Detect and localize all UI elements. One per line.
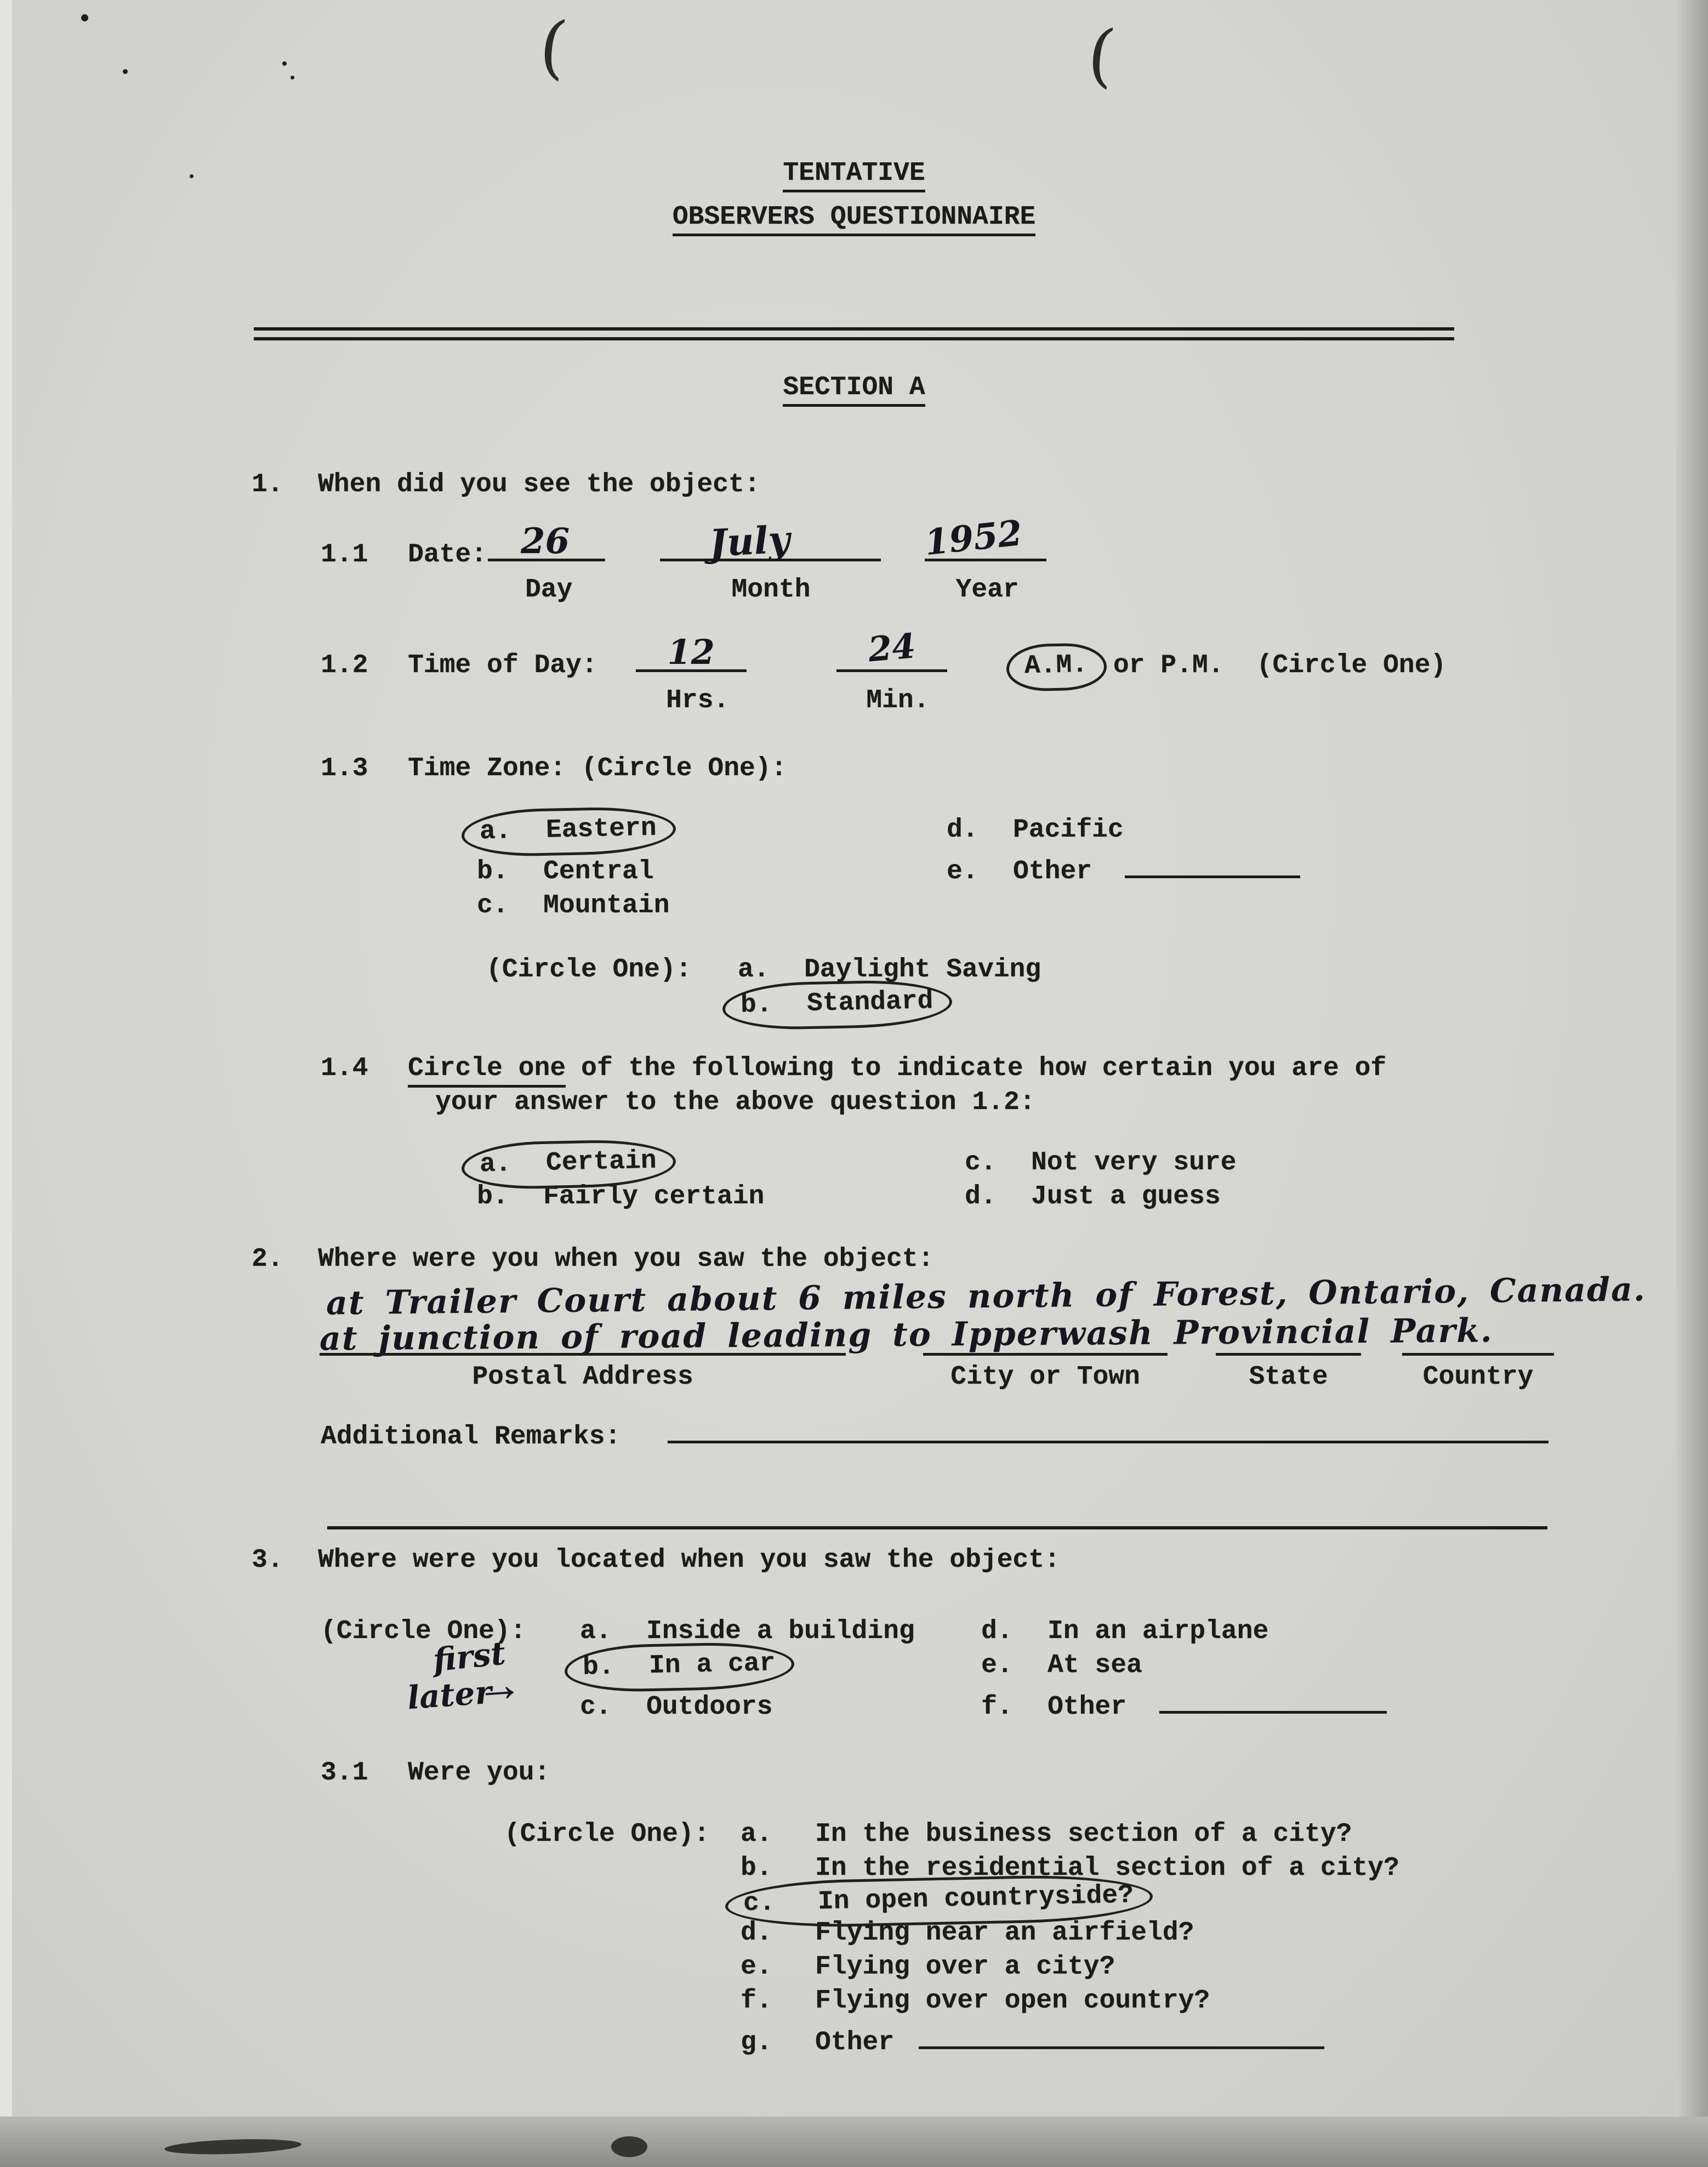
option-business-section: In the business section of a city?	[815, 1819, 1352, 1849]
question-1-2-number: 1.2	[321, 651, 368, 680]
option-letter: b.	[582, 1652, 615, 1682]
min-label: Min.	[866, 686, 930, 715]
location-row-1	[321, 1614, 1708, 1648]
question-1-4-text: Circle one of the following to indicate how certain you are of	[408, 1051, 1386, 1085]
form-title-line2: OBSERVERS QUESTIONNAIRE	[0, 200, 1708, 234]
scan-smudge	[611, 2136, 647, 2157]
time-min-value: 24	[866, 625, 917, 670]
date-year-field	[923, 512, 1046, 564]
question-3	[252, 1543, 1708, 1577]
question-3-1-number: 3.1	[321, 1758, 368, 1788]
additional-remarks-label: Additional Remarks:	[321, 1422, 621, 1452]
option-flying-open-country: Flying over open country?	[815, 1986, 1210, 2016]
question-1-4-text-line2: your answer to the above question 1.2:	[435, 1088, 1035, 1117]
were-you-row-f	[504, 1984, 1708, 2018]
question-3-number: 3.	[252, 1545, 283, 1575]
state-field: State	[1216, 1353, 1361, 1394]
single-rule	[327, 1526, 1547, 1529]
standard-row	[738, 986, 1708, 1020]
question-1-4	[321, 1051, 1708, 1085]
option-letter: a.	[580, 1617, 612, 1646]
time-field-labels	[0, 684, 1708, 718]
option-just-a-guess: Just a guess	[1031, 1182, 1221, 1212]
option-outdoors: Outdoors	[646, 1692, 773, 1722]
question-3-1	[321, 1756, 1708, 1790]
additional-remarks-field	[668, 1412, 1548, 1443]
certainty-row-1	[477, 1146, 1708, 1180]
time-hrs-field	[636, 632, 747, 672]
address-field-lines	[0, 1353, 1554, 1394]
option-letter: b.	[477, 1182, 509, 1212]
scan-paren-mark: (	[1084, 14, 1119, 96]
date-field-labels	[0, 573, 1708, 607]
other-location-field	[1159, 1682, 1387, 1714]
option-letter: c.	[580, 1692, 612, 1722]
option-letter: e.	[947, 857, 978, 886]
city-or-town-field: City or Town	[923, 1353, 1168, 1394]
year-label: Year	[955, 575, 1019, 605]
daylight-row	[486, 953, 1708, 987]
date-day-field	[488, 521, 605, 562]
option-eastern: Eastern	[545, 813, 657, 845]
option-in-a-car: In a car	[648, 1648, 776, 1681]
option-certain: Certain	[545, 1146, 657, 1178]
option-at-sea: At sea	[1047, 1651, 1142, 1680]
option-letter: a.	[479, 1149, 512, 1180]
question-2-number: 2.	[252, 1244, 283, 1274]
option-standard: Standard	[806, 986, 933, 1019]
option-central: Central	[543, 857, 654, 886]
option-pacific: Pacific	[1013, 815, 1124, 845]
option-mountain: Mountain	[543, 891, 670, 920]
question-1-text: When did you see the object:	[318, 470, 760, 499]
option-letter: f.	[981, 1692, 1013, 1722]
question-1-2	[321, 625, 1708, 682]
option-letter: b.	[741, 1853, 772, 1883]
option-letter: f.	[741, 1986, 772, 2016]
other-were-you-field	[919, 2018, 1324, 2049]
option-letter: c.	[743, 1888, 776, 1919]
handwritten-first-annotation: first	[431, 1634, 508, 1679]
time-zone-row-3	[477, 889, 1708, 923]
option-letter: d.	[947, 815, 978, 845]
scan-paren-mark: (	[536, 5, 571, 88]
question-2	[252, 1242, 1708, 1276]
option-other-zone: Other	[1013, 857, 1092, 886]
postal-address-field: Postal Address	[320, 1353, 846, 1394]
time-zone-label: Time Zone: (Circle One):	[408, 754, 787, 783]
option-fairly-certain: Fairly certain	[543, 1182, 765, 1212]
time-hrs-value: 12	[667, 632, 715, 672]
option-other-location: Other	[1047, 1692, 1127, 1722]
were-you-row-a	[504, 1817, 1708, 1851]
circle-one-note: (Circle One):	[486, 955, 692, 985]
question-3-1-text: Were you:	[408, 1758, 550, 1788]
time-zone-options	[477, 813, 1708, 923]
circle-one-note: (Circle One):	[504, 1819, 710, 1849]
day-label: Day	[525, 575, 573, 605]
question-1-1-number: 1.1	[321, 540, 368, 570]
am-label: A.M.	[1024, 650, 1088, 681]
option-letter: c.	[477, 891, 509, 920]
hrs-label: Hrs.	[666, 686, 730, 715]
option-letter: d.	[981, 1617, 1013, 1646]
question-1-3-number: 1.3	[321, 754, 368, 783]
date-year-value: 1952	[923, 512, 1024, 564]
circle-one-underlined: Circle one	[408, 1054, 566, 1088]
option-flying-near-airfield: Flying near an airfield?	[815, 1918, 1194, 1948]
option-letter: b.	[740, 989, 773, 1020]
month-label: Month	[731, 575, 811, 605]
option-residential-section: In the residential section of a city?	[815, 1853, 1399, 1883]
form-title-line1: TENTATIVE	[0, 156, 1708, 190]
option-not-very-sure: Not very sure	[1031, 1148, 1237, 1178]
circle-one-note: (Circle One):	[321, 1617, 526, 1646]
handwritten-arrow: →	[483, 1660, 515, 1716]
handwritten-answer-line2: at junction of road leading to Ipperwash Provincial Park.	[319, 1311, 1493, 1358]
question-1-1	[321, 512, 1708, 572]
date-label: Date:	[408, 540, 487, 570]
location-row-3	[321, 1682, 1708, 1724]
question-1	[252, 468, 1708, 502]
certainty-row-2	[477, 1180, 1708, 1214]
additional-remarks-row	[321, 1412, 1708, 1454]
option-flying-over-city: Flying over a city?	[815, 1952, 1115, 1982]
question-1-4-number: 1.4	[321, 1054, 368, 1083]
option-other-were-you: Other	[815, 2028, 895, 2057]
option-letter: c.	[965, 1148, 997, 1178]
handwritten-later-annotation: later	[406, 1673, 493, 1717]
time-zone-row-2	[477, 847, 1708, 889]
time-zone-row-1	[477, 813, 1708, 847]
were-you-row-g	[504, 2018, 1708, 2060]
location-options	[321, 1614, 1708, 1724]
option-in-airplane: In an airplane	[1047, 1617, 1269, 1646]
location-row-2	[321, 1648, 1708, 1682]
option-daylight-saving: Daylight Saving	[804, 955, 1041, 985]
other-zone-field	[1125, 847, 1300, 878]
question-2-answer-area	[0, 1270, 1708, 1402]
section-heading: SECTION A	[0, 371, 1708, 405]
circle-one-note: (Circle One)	[1256, 651, 1447, 680]
date-day-value: 26	[521, 521, 570, 562]
option-letter: e.	[741, 1952, 772, 1982]
date-month-value: July	[708, 517, 791, 566]
certainty-options	[477, 1146, 1708, 1214]
option-letter: e.	[981, 1651, 1013, 1680]
country-field: Country	[1402, 1353, 1554, 1394]
option-letter: d.	[741, 1918, 772, 1948]
option-open-countryside: In open countryside?	[817, 1880, 1134, 1917]
or-pm-label: or P.M.	[1113, 651, 1224, 680]
date-month-field	[660, 517, 881, 566]
question-3-text: Where were you located when you saw the object:	[318, 1545, 1060, 1575]
were-you-row-d	[504, 1916, 1708, 1950]
time-of-day-label: Time of Day:	[408, 651, 597, 680]
were-you-row-c	[504, 1880, 1708, 1919]
time-min-field	[836, 625, 947, 672]
option-letter: b.	[477, 857, 509, 886]
question-1-number: 1.	[252, 470, 283, 499]
option-letter: a.	[741, 1819, 772, 1849]
were-you-row-e	[504, 1950, 1708, 1984]
question-2-text: Where were you when you saw the object:	[318, 1244, 934, 1274]
option-letter: d.	[965, 1182, 997, 1212]
double-rule	[254, 327, 1454, 340]
were-you-options	[504, 1817, 1708, 2060]
option-inside-building: Inside a building	[646, 1617, 915, 1646]
question-1-3	[321, 752, 1708, 786]
handwritten-answer-line1: at Trailer Court about 6 miles north of Forest, Ontario, Canada.	[326, 1270, 1647, 1323]
option-letter: a.	[738, 955, 770, 985]
option-letter: g.	[741, 2028, 772, 2057]
option-letter: a.	[479, 816, 512, 847]
